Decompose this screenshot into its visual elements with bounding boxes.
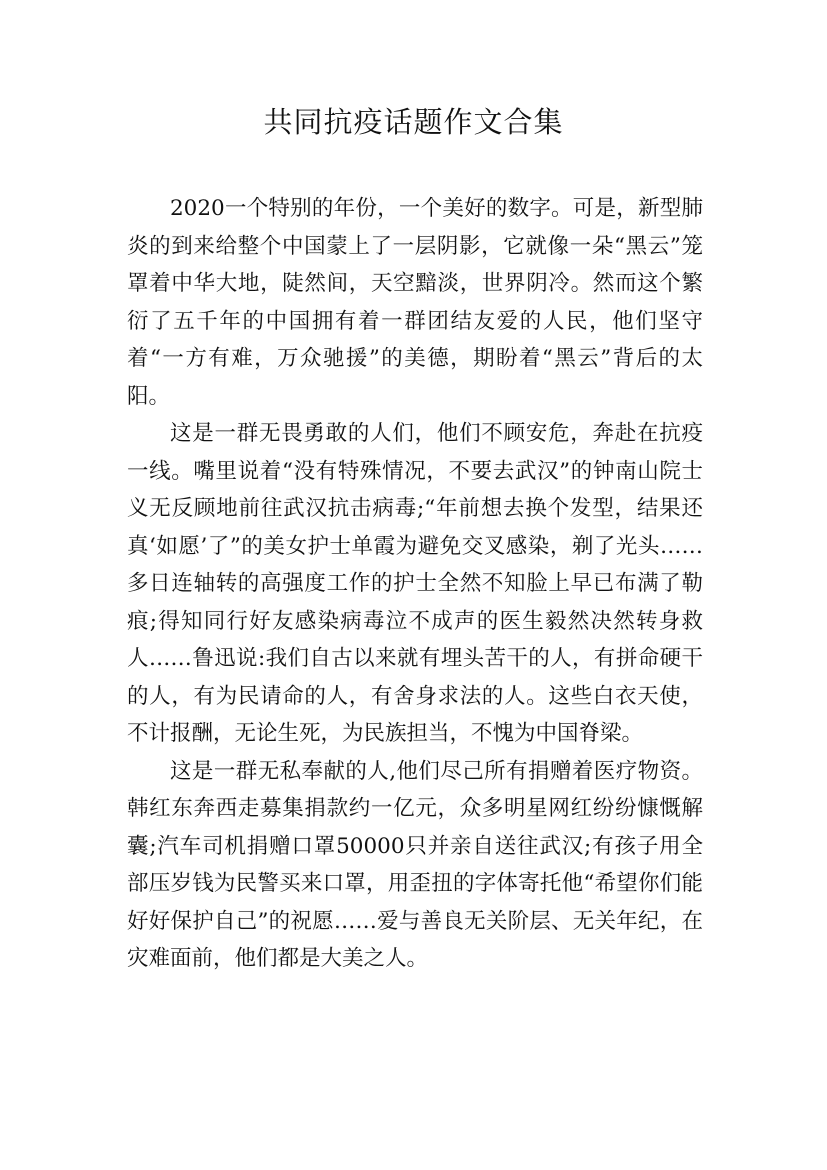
paragraph-1: 2020一个特别的年份，一个美好的数字。可是，新型肺炎的到来给整个中国蒙上了一层阴影，它就像一朵“黑云”笼罩着中华大地，陡然间，天空黯淡，世界阴冷。然而这个繁衍了五千年的中国拥有着一群团结友爱的人民，他们坚守着“一方有难，万众驰援”的美德，期盼着“黑云”背后的太阳。 <box>127 196 703 409</box>
paragraph-3: 这是一群无私奉献的人,他们尽己所有捐赠着医疗物资。韩红东奔西走募集捐款约一亿元，众多明星网红纷纷慷慨解囊;汽车司机捐赠口罩50000只并亲自送往武汉;有孩子用全部压岁钱为民警买来口罩，用歪扭的字体寄托他“希望你们能好好保护自己”的祝愿……爱与善良无关阶层、无关年纪，在灾难面前，他们都是大美之人。 <box>127 758 703 971</box>
document-body <box>127 190 703 978</box>
document-title: 共同抗疫话题作文合集 <box>263 105 564 139</box>
paragraph-2: 这是一群无畏勇敢的人们，他们不顾安危，奔赴在抗疫一线。嘴里说着“没有特殊情况，不要去武汉”的钟南山院士义无反顾地前往武汉抗击病毒;“年前想去换个发型，结果还真‘如愿’了”的美女护士单霞为避免交叉感染，剃了光头……多日连轴转的高强度工作的护士全然不知脸上早已布满了勒痕;得知同行好友感染病毒泣不成声的医生毅然决然转身救人……鲁迅说:我们自古以来就有埋头苦干的人，有拼命硬干的人，有为民请命的人，有舍身求法的人。这些白衣天使，不计报酬，无论生死，为民族担当，不愧为中国脊梁。 <box>127 421 703 746</box>
